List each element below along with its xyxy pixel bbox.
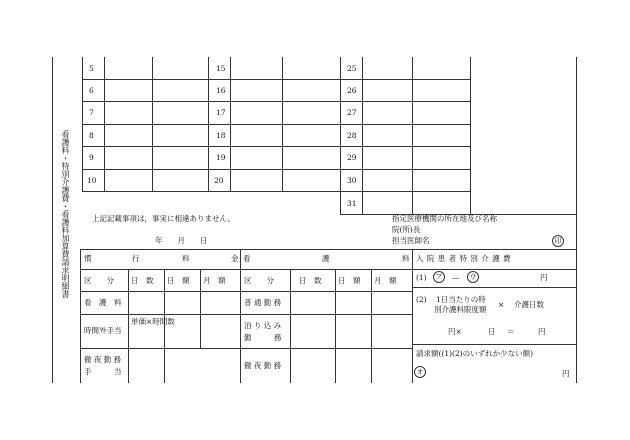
row-tomari-a: 泊 り 込 み [244,321,282,330]
seal-mark: 印 [552,235,564,247]
day-10: 10 [87,176,97,185]
right-times: × [498,300,505,309]
day-6: 6 [89,86,94,95]
circle-b: ウ [467,271,479,283]
calc-equals: ＝ [507,327,515,336]
header-go: 護 [322,254,330,263]
day-16: 16 [216,86,226,95]
header-kanko: 慣 [84,254,92,263]
claim-label: 請求額((1)(2)のいずれか少ない額) [416,349,534,358]
sub-nissu-left: 日 数 [131,276,154,285]
day-28: 28 [347,131,357,140]
circle-o: オ [414,366,426,378]
sub-kubun-mid: 区 分 [244,276,274,285]
sub-kubun-left: 区 分 [84,276,114,285]
row-futsu: 普 通 勤 務 [244,298,282,307]
row-tetsuya-b: 手 当 [84,367,122,376]
day-19: 19 [216,153,226,162]
day-5: 5 [89,64,94,73]
day-27: 27 [347,108,357,117]
row-kango: 看 護 料 [84,298,122,307]
certify-director: 院(所)長 [392,225,421,234]
day-18: 18 [216,131,226,140]
right-dash: — [452,273,460,282]
outer-left-border [52,57,53,383]
certify-doctor: 担当医師名 [392,236,430,245]
side-title: 看護料・特別介護費・看護料加算費請求明細書 [61,130,70,298]
header-ryo2: 料 [402,254,410,263]
final-yen: 円 [562,369,570,378]
right-line2-b: 別介護料限度額 [434,305,487,314]
right-line2-a: 1日当たりの特 [436,295,486,304]
header-kin: 金 [231,254,239,263]
header-gyo: 行 [132,254,140,263]
row-tetsuya-a: 徹 夜 勤 務 [84,355,122,364]
day-29: 29 [347,153,357,162]
right-line1-prefix: (1) [416,273,427,282]
calc-yen: 円× [448,327,462,336]
day-7: 7 [89,108,94,117]
circle-a: ア [433,271,445,283]
row-jikangai-note: 単価×時間数 [131,317,175,326]
day-31: 31 [347,199,357,208]
certify-statement: 上記記載事項は，事実に相違ありません。 [92,214,235,223]
day-30: 30 [347,176,357,185]
row-tomari-b: 勤 務 [244,333,282,342]
header-special-care: 入 院 患 者 特 別 介 護 費 [416,254,512,263]
sub-nissu-mid: 日 数 [299,276,322,285]
certify-date: 年 月 日 [155,236,208,245]
sub-getsugaku-mid: 月 額 [374,276,397,285]
sub-getsugaku-left: 月 額 [203,276,226,285]
day-25: 25 [347,64,357,73]
outer-right-border [576,57,577,383]
sub-nitgaku-left: 日 額 [167,276,190,285]
day-26: 26 [347,86,357,95]
header-kan: 看 [243,254,251,263]
certify-institution: 指定医療機関の所在地及び名称 [392,214,497,223]
right-yen-1: 円 [540,273,548,282]
right-care-days: 介護日数 [514,300,544,309]
calc-day: 日 [488,327,496,336]
row-jikangai: 時間外手当 [84,326,122,335]
row-tetsuya-mid: 徹 夜 勤 務 [244,361,282,370]
day-15: 15 [216,64,226,73]
day-9: 9 [89,153,94,162]
day-8: 8 [89,131,94,140]
calc-result: 円 [538,327,546,336]
header-ryo: 料 [182,254,190,263]
day-17: 17 [216,108,226,117]
sub-nitgaku-mid: 日 額 [338,276,361,285]
day-20: 20 [214,176,224,185]
right-line2-prefix: (2) [416,295,427,304]
